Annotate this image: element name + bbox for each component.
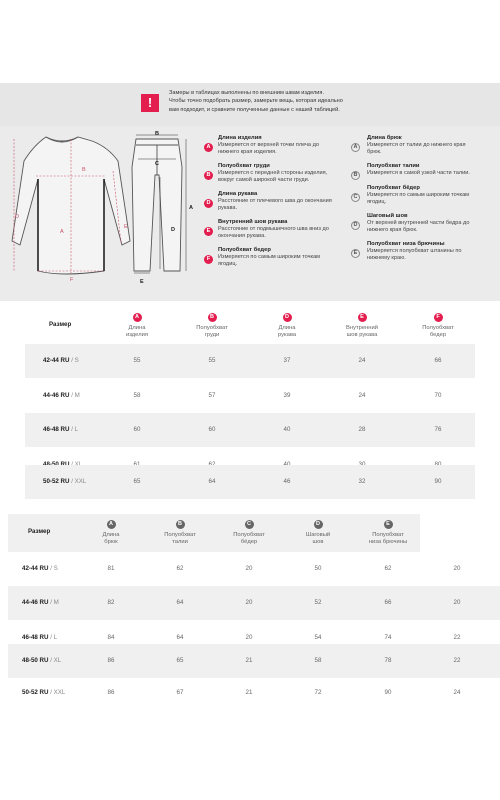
size-cell: 50-52 RU / XXL [43,478,87,485]
table-row [8,586,500,620]
value-cell: 62 [384,565,392,572]
badge-icon: E [351,249,360,258]
badge-icon: D [204,199,213,208]
column-header: E Внутренний шов рукава [346,314,378,338]
table-row [25,465,475,499]
value-cell: 58 [133,392,141,399]
value-cell: 20 [245,565,253,572]
top-label-e: E [124,224,128,230]
badge-icon: D [314,520,323,529]
notice-banner [0,83,500,126]
column-header: C Полуобхват бёдер [233,521,265,545]
value-cell: 32 [358,478,366,485]
pants-label-b: B [155,131,159,137]
value-cell: 20 [245,599,253,606]
value-cell: 81 [107,565,115,572]
table-row [25,413,475,447]
value-cell: 74 [384,634,392,641]
value-cell: 78 [384,657,392,664]
value-cell: 90 [434,478,442,485]
garment-diagrams [0,131,200,301]
value-cell: 84 [107,634,115,641]
pants-label-c: C [155,161,159,167]
value-cell: 39 [283,392,291,399]
column-header: B Полуобхват груди [196,314,228,338]
badge-icon: C [351,193,360,202]
value-cell: 20 [453,565,461,572]
value-cell: 67 [176,689,184,696]
value-cell: 86 [107,689,115,696]
value-cell: 52 [314,599,322,606]
badge-icon: A [204,143,213,152]
value-cell: 90 [384,689,392,696]
column-header: F Полуобхват бедер [422,314,454,338]
badge-icon: E [358,313,367,322]
column-header: B Полуобхват талии [164,521,196,545]
badge-icon: A [351,143,360,152]
size-cell: 46-48 RU / L [43,426,79,433]
value-cell: 46 [283,478,291,485]
badge-icon: D [351,221,360,230]
table-header [25,306,475,344]
column-header: D Длина рукава [277,314,297,338]
value-cell: 22 [453,657,461,664]
table-header [8,514,420,552]
legend-pants: A Длина брюк Измеряется от талии до нижнего края брюк. B Полуобхват талии Измеряется в самой узкой части талии. C Полуобхват бёдер Измеряется по самым широким точкам ягодиц. D Шаговый шов От верхней внутренней части бедра до нижнего края брюк. E Полуобхват низа брючины Измеряется полуобхват штанины по нижнему краю. [351,135,499,295]
table-row [8,676,500,710]
badge-icon: E [204,227,213,236]
value-cell: 64 [176,599,184,606]
badge-icon: A [107,520,116,529]
value-cell: 21 [245,689,253,696]
table-row [8,644,500,678]
pants-label-a: A [189,205,193,211]
value-cell: 20 [453,599,461,606]
column-header: A Длина изделия [126,314,148,338]
measurement-info-panel [0,83,500,301]
value-cell: 64 [208,478,216,485]
badge-icon: C [245,520,254,529]
value-cell: 62 [176,565,184,572]
value-cell: 50 [314,565,322,572]
column-header: A Длина брюк [102,521,120,545]
value-cell: 20 [245,634,253,641]
size-cell: 50-52 RU / XXL [22,689,66,696]
value-cell: 21 [245,657,253,664]
value-cell: 40 [283,426,291,433]
badge-icon: E [384,520,393,529]
value-cell: 60 [208,426,216,433]
size-header: Размер [49,321,72,328]
column-header: E Полуобхват низа брючины [368,521,408,545]
top-label-f: F [70,277,74,283]
value-cell: 22 [453,634,461,641]
table-row [8,552,500,586]
table-row [25,344,475,378]
pants-label-d: D [171,227,175,233]
value-cell: 55 [133,357,141,364]
value-cell: 65 [176,657,184,664]
badge-icon: B [351,171,360,180]
value-cell: 76 [434,426,442,433]
badge-icon: F [204,255,213,264]
legend-top: A Длина изделия Измеряется от верхней точки плеча до нижнего края изделия. B Полуобхват груди Измеряется с передней стороны изделия, вокруг самой широкой части груди. D Длина рукава Расстояние от плечевого шва до окончания рукава. E Внутренний шов рукава Расстояние от подмышечного шва вниз до окончания рукава. F Полуобхват бедер Измеряется по самым широким точкам ягодиц. [204,135,352,295]
value-cell: 64 [176,634,184,641]
value-cell: 60 [133,426,141,433]
badge-icon: B [176,520,185,529]
size-table-pants [8,514,500,710]
pants-label-e: E [140,279,144,285]
value-cell: 24 [358,392,366,399]
value-cell: 58 [314,657,322,664]
size-table-top [25,306,475,499]
value-cell: 55 [208,357,216,364]
value-cell: 66 [434,357,442,364]
value-cell: 70 [434,392,442,399]
value-cell: 24 [358,357,366,364]
value-cell: 86 [107,657,115,664]
value-cell: 65 [133,478,141,485]
value-cell: 54 [314,634,322,641]
size-header: Размер [28,528,51,535]
badge-icon: F [434,313,443,322]
value-cell: 37 [283,357,291,364]
value-cell: 72 [314,689,322,696]
badge-icon: B [208,313,217,322]
badge-icon: D [283,313,292,322]
value-cell: 24 [453,689,461,696]
value-cell: 82 [107,599,115,606]
table-row [25,379,475,413]
size-cell: 44-46 RU / M [43,392,80,399]
badge-icon: B [204,171,213,180]
notice-text: Замеры в таблицах выполнены по внешним швам изделия. Чтобы точно подобрать размер, замерьте вещь, которая идеально вам подходит, и сравните полученные данные с нашей таблицей. [169,90,343,113]
top-label-a: A [60,229,64,235]
size-cell: 42-44 RU / S [43,357,79,364]
value-cell: 28 [358,426,366,433]
top-label-d: D [15,214,19,220]
size-cell: 42-44 RU / S [22,565,58,572]
size-cell: 48-50 RU / XL [22,657,62,664]
column-header: D Шаговый шов [305,521,331,545]
badge-icon: A [133,313,142,322]
size-cell: 44-46 RU / M [22,599,59,606]
value-cell: 57 [208,392,216,399]
top-label-b: B [82,167,86,173]
warning-icon: ! [141,94,159,112]
size-cell: 46-48 RU / L [22,634,58,641]
value-cell: 66 [384,599,392,606]
